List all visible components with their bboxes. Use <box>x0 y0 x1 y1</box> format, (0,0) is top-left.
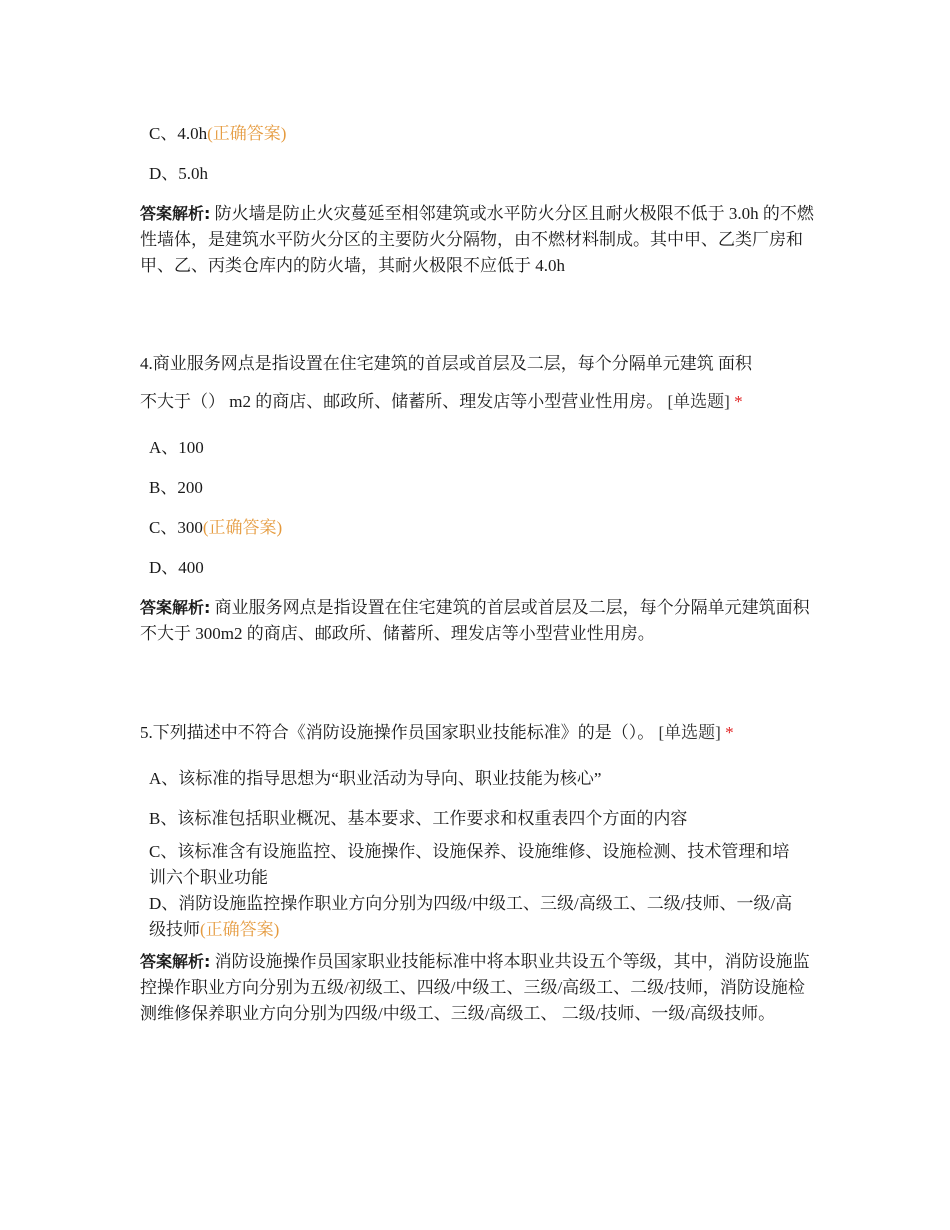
option-text: D、5.0h <box>149 164 209 183</box>
analysis-text: 消防设施操作员国家职业技能标准中将本职业共设五个等级，其中，消防设施监控操作职业方向分别为五级/初级工、四级/中级工、三级/高级工、二级/技师，消防设施检测维修保养职业方向分别为四级/中级工、三级/高级工、 二级/技师、一级/高级技师。 <box>140 952 810 1023</box>
analysis-label: 答案解析: <box>140 598 211 617</box>
q5-option-d[interactable] <box>149 891 799 943</box>
required-mark: * <box>734 392 743 411</box>
option-text: C、该标准含有设施监控、设施操作、设施保养、设施维修、设施检测、技术管理和培训六个职业功能 <box>149 842 790 887</box>
q4-question <box>140 351 820 377</box>
q4-option-a[interactable] <box>149 435 809 461</box>
option-text: C、4.0h <box>149 124 208 143</box>
correct-answer-tag: (正确答案) <box>202 518 283 537</box>
q5-option-a[interactable] <box>149 766 809 792</box>
q5-question <box>140 720 820 746</box>
question-text-line2: 不大于（） m2 的商店、邮政所、储蓄所、理发店等小型营业性用房。 <box>140 392 664 411</box>
analysis-label: 答案解析: <box>140 952 211 971</box>
required-mark: * <box>725 723 734 742</box>
q5-option-c[interactable] <box>149 839 799 891</box>
q3-option-d[interactable] <box>149 161 809 187</box>
correct-answer-tag: (正确答案) <box>200 920 280 939</box>
q5-option-b[interactable] <box>149 806 809 832</box>
question-text-line1: 4.商业服务网点是指设置在住宅建筑的首层或首层及二层，每个分隔单元建筑 面积 <box>140 354 752 373</box>
q4-option-b[interactable] <box>149 475 809 501</box>
q4-analysis <box>140 595 820 647</box>
question-text: 5.下列描述中不符合《消防设施操作员国家职业技能标准》的是（）。 <box>140 723 655 742</box>
option-text: D、400 <box>149 558 204 577</box>
q4-option-d[interactable] <box>149 555 809 581</box>
question-type-tag: [单选题] <box>658 723 721 742</box>
q5-analysis <box>140 949 820 1027</box>
q4-option-c[interactable] <box>149 515 809 541</box>
option-text: D、消防设施监控操作职业方向分别为四级/中级工、三级/高级工、二级/技师、一级/高级技师 <box>149 894 793 939</box>
analysis-text: 防火墙是防止火灾蔓延至相邻建筑或水平防火分区且耐火极限不低于 3.0h 的不燃性墙体，是建筑水平防火分区的主要防火分隔物，由不燃材料制成。其中甲、乙类厂房和甲、乙、丙类仓库内的防火墙，其耐火极限不应低于 4.0h <box>140 204 814 275</box>
option-text: B、200 <box>149 478 203 497</box>
option-text: A、100 <box>149 438 204 457</box>
option-text: C、300 <box>149 518 203 537</box>
analysis-text: 商业服务网点是指设置在住宅建筑的首层或首层及二层，每个分隔单元建筑面积不大于 300m2 的商店、邮政所、储蓄所、理发店等小型营业性用房。 <box>140 598 810 643</box>
analysis-label: 答案解析: <box>140 204 211 223</box>
question-type-tag: [单选题] <box>667 392 730 411</box>
option-text: B、该标准包括职业概况、基本要求、工作要求和权重表四个方面的内容 <box>149 809 688 828</box>
correct-answer-tag: (正确答案) <box>207 124 287 143</box>
q3-option-c[interactable] <box>149 121 809 147</box>
q4-question-line2 <box>140 389 820 415</box>
option-text: A、该标准的指导思想为“职业活动为导向、职业技能为核心” <box>149 769 602 788</box>
q3-analysis <box>140 201 820 279</box>
